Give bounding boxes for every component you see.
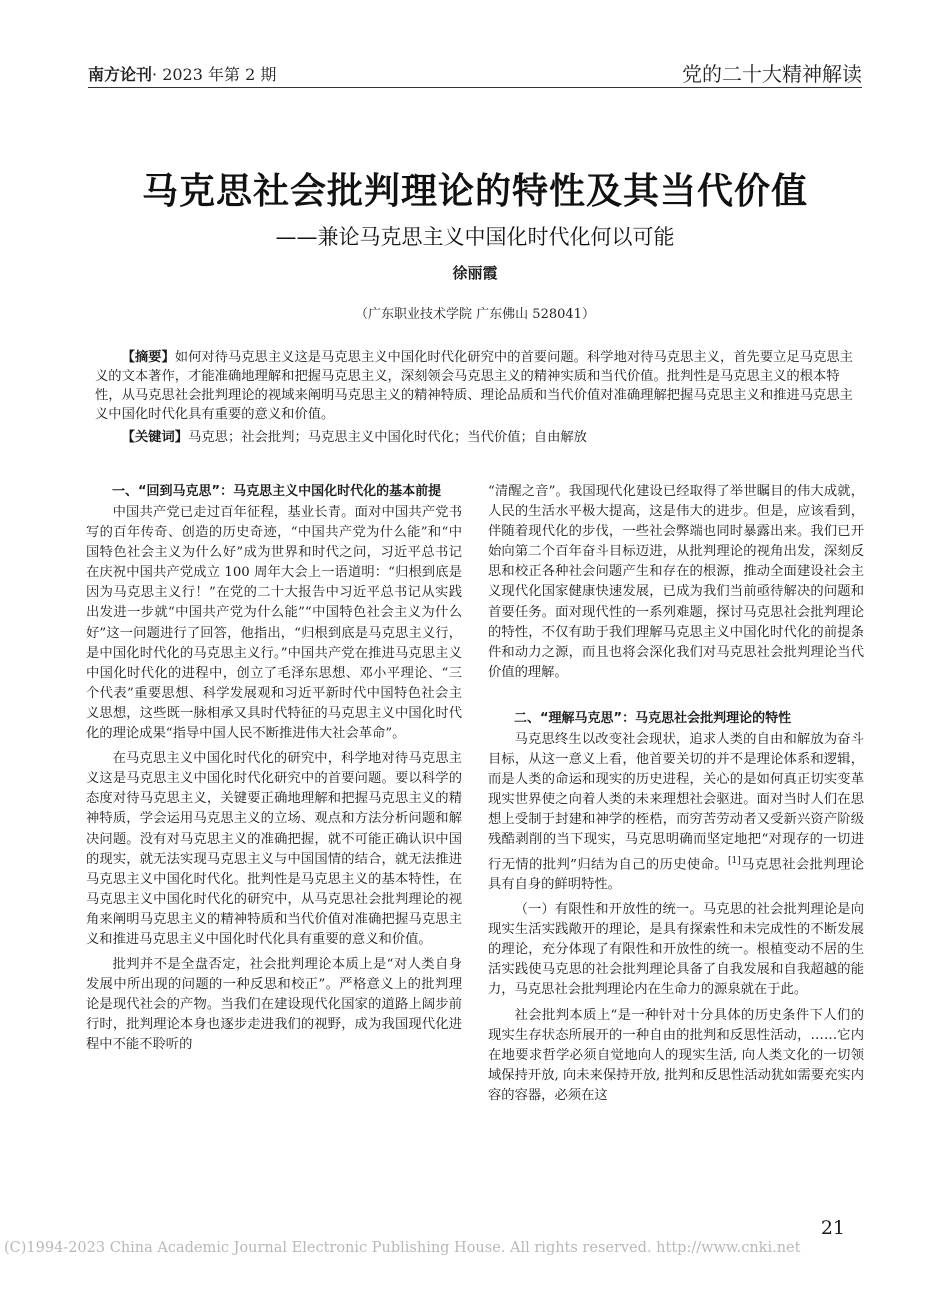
abstract: [95, 348, 855, 424]
article-subtitle: ——兼论马克思主义中国化时代化何以可能: [275, 225, 675, 249]
keywords-text: 马克思；社会批判；马克思主义中国化时代化；当代价值；自由解放: [188, 430, 587, 445]
paragraph: 批判并不是全盘否定，社会批判理论本质上是“对人类自身发展中所出现的问题的一种反思和校正”。严格意义上的批判理论是现代社会的产物。当我们在建设现代化国家的道路上阔步前行时，批判理论本身也逐步走进我们的视野，成为我国现代化进程中不能不聆听的: [86, 957, 462, 1053]
paragraph: 中国共产党已走过百年征程，基业长青。面对中国共产党书写的百年传奇、创造的历史奇迹，“中国共产党为什么能”和“中国特色社会主义为什么好”成为世界和时代之问，习近平总书记在庆祝中国共产党成立 100 周年大会上一语道明：“归根到底是因为马克思主义行！”在党的二十大报告中习近平总书记从实践出发进一步就“中国共产党为什么能”“中国特色社会主义为什么好”这一问题进行了回答，他指出，“归根到底是马克思主义行，是中国化时代化的马克思主义行。”中国共产党在推进马克思主义中国化时代化的进程中，创立了毛泽东思想、邓小平理论、“三个代表”重要思想、科学发展观和习近平新时代中国特色社会主义思想，这些既一脉相承又具时代特征的马克思主义中国化时代化的理论成果“指导中国人民不断推进伟大社会革命”。: [86, 505, 462, 742]
section-heading-2: 二、“理解马克思”：马克思社会批判理论的特性: [514, 710, 792, 726]
page-number: 21: [820, 1217, 845, 1239]
paragraph-continued: “清醒之音”。我国现代化建设已经取得了举世瞩目的伟大成就，人民的生活水平极大提高，这是伟大的进步。但是，应该看到，伴随着现代化的步伐，一些社会弊端也同时暴露出来。我们已开始向第二个百年奋斗目标迈进，从批判理论的视角出发，深刻反思和校正各种社会问题产生和存在的根源，推动全面建设社会主义现代化国家健康快速发展，已成为我们当前亟待解决的问题和首要任务。面对现代性的一系列难题，探讨马克思社会批判理论的特性，不仅有助于我们理解马克思主义中国化时代化的前提条件和动力之源，而且也将会深化我们对马克思社会批判理论当代价值的理解。: [488, 484, 864, 680]
copyright-notice: (C)1994-2023 China Academic Journal Electronic Publishing House. All rights reserved. http://www.cnki.net: [4, 1240, 801, 1256]
article-title: 马克思社会批判理论的特性及其当代价值: [141, 171, 808, 212]
abstract-text: 如何对待马克思主义这是马克思主义中国化时代化研究中的首要问题。科学地对待马克思主义，首先要立足马克思主义的文本著作，才能准确地理解和把握马克思主义，深刻领会马克思主义的精神实质和当代价值。批判性是马克思主义的根本特性，从马克思社会批判理论的视域来阐明马克思主义的精神特质、理论品质和当代价值对准确理解把握马克思主义和推进马克思主义中国化时代化具有重要的意义和价值。: [95, 350, 853, 422]
citation-ref[interactable]: [1]: [728, 855, 741, 866]
paragraph: 社会批判本质上“是一种针对十分具体的历史条件下人们的现实生存状态所展开的一种自由的批判和反思性活动，……它内在地要求哲学必须自觉地向人的现实生活, 向人类文化的一切领域保持开放, 向未来保持开放, 批判和反思性活动犹如需要充实内容的容器，必须在这: [488, 1007, 864, 1103]
running-header: [88, 56, 862, 86]
paragraph: （一）有限性和开放性的统一。马克思的社会批判理论是向现实生活实践敞开的理论，是具有探索性和未完成性的不断发展的理论，充分体现了有限性和开放性的统一。根植变动不居的生活实践使马克思的社会批判理论具备了自我发展和自我超越的能力，马克思社会批判理论内在生命力的源泉就在于此。: [488, 902, 864, 998]
left-column: [86, 482, 462, 1061]
paragraph-text: 马克思社会批判理论具有自身的鲜明特性。: [488, 856, 864, 893]
section-label: 党的二十大精神解读: [682, 62, 862, 86]
paragraph: 在马克思主义中国化时代化的研究中，科学地对待马克思主义这是马克思主义中国化时代化研究中的首要问题。要以科学的态度对待马克思主义，关键要正确地理解和把握马克思主义的精神特质，学会运用马克思主义的立场、观点和方法分析问题和解决问题。没有对马克思主义的准确把握，就不可能正确认识中国的现实，就无法实现马克思主义与中国国情的结合，就无法推进马克思主义中国化时代化。批判性是马克思主义的基本特性，在马克思主义中国化时代化的研究中，从马克思社会批判理论的视角来阐明马克思主义的精神特质和当代价值对准确把握马克思主义和推进马克思主义中国化时代化具有重要的意义和价值。: [86, 751, 462, 947]
abstract-label: 【摘要】: [121, 350, 175, 365]
section-heading-1: 一、“回到马克思”：马克思主义中国化时代化的基本前提: [112, 484, 442, 499]
header-rule: [88, 87, 862, 88]
keywords-label: 【关键词】: [121, 430, 189, 445]
journal-title: 南方论刊: [88, 65, 153, 84]
paragraph-text: 马克思终生以改变社会现状，追求人类的自由和解放为奋斗目标，从这一意义上看，他首要关切的并不是理论体系和逻辑，而是人类的命运和现实的历史进程，关心的是如何真正切实变革现实世界使之向着人类的未来理想社会驱进。面对当时人们在思想上受制于封建和神学的桎梏，而穷苦劳动者又受新兴资产阶级残酷剥削的当下现实，马克思明确而坚定地把“对现存的一切进行无情的批判”归结为自己的历史使命。: [488, 731, 864, 872]
right-column: [488, 482, 864, 1111]
author-affiliation: （广东职业技术学院 广东佛山 528041）: [355, 307, 595, 322]
journal-issue: · 2023 年第 2 期: [152, 65, 277, 84]
paragraph: [488, 730, 864, 895]
keywords: [95, 428, 855, 447]
journal-name: [88, 62, 276, 85]
author-name: 徐丽霞: [452, 264, 498, 282]
